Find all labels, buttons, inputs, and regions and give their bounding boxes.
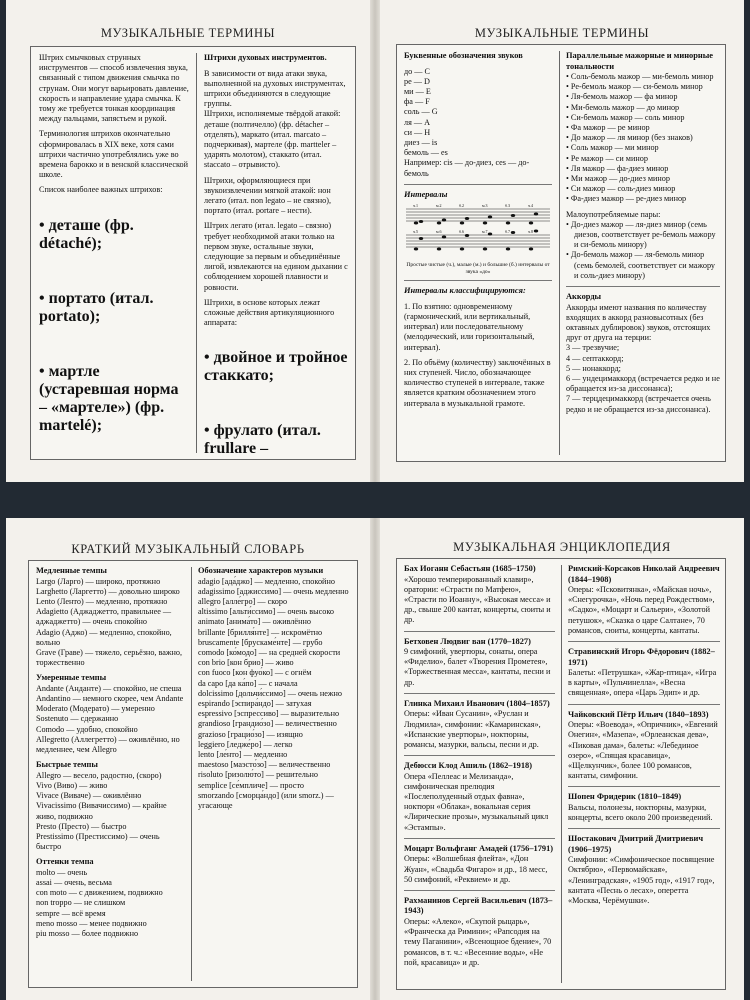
section-separator xyxy=(568,704,720,705)
paragraph: semplice [се́мпличе] — просто xyxy=(198,780,305,790)
paragraph: Терминология штрихов окончательно сформировалась в XIX веке, хотя сами штрихи частично употреблялись уже во времена барокко и в венской классической школе. xyxy=(39,129,189,180)
section-heading: Интервалы xyxy=(404,189,448,199)
paragraph: 4 — септаккорд; xyxy=(566,353,624,363)
paragraph: Allegretto (Аллегретто) — оживлённо, но медленнее, чем Allegro xyxy=(36,734,180,755)
paragraph: 9 симфоний, увертюры, сонаты, опера «Фиделио», балет «Творения Прометея», «Торжественная месса», кантаты, песни и др. xyxy=(404,647,551,687)
paragraph: bruscamente [брускаме́нте] — грубо xyxy=(198,637,323,647)
paragraph: non troppo — не слишком xyxy=(36,898,126,908)
column-left xyxy=(36,561,186,987)
note-head xyxy=(442,219,446,222)
list-item: • Ля-бемоль мажор — фа минор xyxy=(566,92,678,102)
music-staff-illustration xyxy=(404,203,552,259)
column-divider xyxy=(561,565,562,983)
note-head xyxy=(465,217,469,220)
paragraph: leggiero [ледже́рo] — легко xyxy=(198,739,293,749)
bullet-item: • фрулато (итал. frullare – xyxy=(204,422,321,458)
paragraph: Балеты: «Петрушка», «Жар-птица», «Игра в карты», «Пульчинелла», «Весна священная», опера «Царь Эдип» и др. xyxy=(568,668,717,698)
paragraph: Опера «Пеллеас и Мелизанда», симфоническая прелюдия «Послеполуденный отдых фавна», ноктюрн «Облака», вокальная серия «Лирические прозы», музыкальный цикл «Эстампы». xyxy=(404,771,549,832)
section-heading: Глинка Михаил Иванович (1804–1857) xyxy=(404,698,550,708)
note-head xyxy=(488,233,492,236)
paragraph: brillante [брилля́нте] — искромётно xyxy=(198,627,323,637)
paragraph: espirando [эспира́ндо] — затухая xyxy=(198,698,312,708)
column-right xyxy=(568,559,720,989)
bullet-item: • портато (итал. portato); xyxy=(39,289,154,325)
section-separator xyxy=(568,641,720,642)
note-head xyxy=(483,248,487,251)
paragraph: Малоупотребляемые пары: xyxy=(566,209,661,219)
note-head xyxy=(534,230,538,233)
paragraph: «Хорошо темперированный клавир», оратории: «Страсти по Матфею», «Страсти по Иоанну», «Высокая месса» и др., свыше 200 кантат, концерты, сюиты и др. xyxy=(404,574,551,625)
column-left xyxy=(404,559,555,989)
list-item: • Си-бемоль мажор — соль минор xyxy=(566,112,685,122)
section-heading: Умеренные темпы xyxy=(36,673,107,683)
paragraph: ре — D xyxy=(404,76,430,86)
figure-caption: Простые чистые (ч.), малые (м.) и большие (б.) интервалы от звука «до» xyxy=(406,262,550,275)
paragraph: Оперы: «Алеко», «Скупой рыцарь», «Франческа да Римини»; «Рапсодия на тему Паганини», «Всенощное бдение», 70 романсов, в т. ч.: «Весенние воды», «Не пой, красавица» и др. xyxy=(404,916,552,967)
paragraph: 2. По объёму (количеству) заключённых в них ступеней. Число, обозначающее количество ступеней в интервале, также является кратким обозначением этого интервала в музыкальной грамоте. xyxy=(404,357,551,408)
paragraph: фа — F xyxy=(404,97,430,107)
column-left xyxy=(39,47,189,459)
list-item: • Фа мажор — ре минор xyxy=(566,123,650,133)
note-head xyxy=(419,237,423,240)
paragraph: бемоль — es xyxy=(404,148,448,158)
paragraph: Оперы: «Иван Сусанин», «Руслан и Людмила», симфонии: «Камаринская», «Испанские увертюры», ноктюрны, романсы, мазурки, вальсы, песни и др. xyxy=(404,709,541,749)
paragraph: lento [ле́нто] — медленно xyxy=(198,749,288,759)
paragraph: 5 — нонаккорд; xyxy=(566,363,621,373)
paragraph: Оперы: «Псковитянка», «Майская ночь», «Снегурочка», «Ночь перед Рождеством», «Садко», «Моцарт и Сальери», «Золотой петушок», «Сказка о царе Салтане», 70 романсов, сюиты, концерты, кантаты. xyxy=(568,585,715,635)
paragraph: espressivo [эспрессиво] — выразительно xyxy=(198,709,340,719)
paragraph: Lento (Ленто) — медленно, протяжно xyxy=(36,596,168,606)
interval-label: ч.8 xyxy=(528,229,534,235)
section-heading: Чайковский Пётр Ильич (1840–1893) xyxy=(568,709,709,719)
column-divider xyxy=(559,51,560,455)
content-box xyxy=(30,46,356,460)
paragraph: Штрихи, в основе которых лежат сложные действия артикуляционного аппарата: xyxy=(204,297,335,328)
paragraph: Adagietto (Аджаджетто, правильнее — аджаджетто) — очень спокойно xyxy=(36,607,172,627)
section-heading: Параллельные мажорные и минорные тональности xyxy=(566,51,713,71)
paragraph: до — C xyxy=(404,66,431,76)
paragraph: Vivace (Виваче) — оживлённо xyxy=(36,791,142,801)
paragraph: meno mosso — менее подвижно xyxy=(36,918,147,928)
section-heading: Шопен Фридерик (1810–1849) xyxy=(568,792,682,802)
page-title: МУЗЫКАЛЬНАЯ ЭНЦИКЛОПЕДИЯ xyxy=(453,540,671,554)
paragraph: 7 — терцдецимаккорд (встречается очень редко и не обращается из-за диссонанса). xyxy=(566,394,711,414)
paragraph: соль — G xyxy=(404,107,438,117)
paragraph: Andantino — немного скорее, чем Andante xyxy=(36,694,184,704)
section-heading: Интервалы классифицируются: xyxy=(404,286,526,296)
paragraph: Штрихи, исполняемые твёрдой атакой: деташе (полтичелло) (фр. détacher – отделять), маркато (итал. marcato – подчеркивая), мартеле (фр. martteler – ударять молотом), стаккато (итал. staccato – отрывисто). xyxy=(204,109,341,170)
list-item: • До-бемоль мажор — ля-бемоль минор (семь бемолей, соответствует си мажору и соль-диез минору) xyxy=(566,250,716,280)
page-bottom-left xyxy=(6,518,370,1000)
spacer xyxy=(39,269,189,274)
page-bottom-right xyxy=(380,518,744,1000)
paragraph: ми — E xyxy=(404,86,431,96)
paragraph: Largo (Ларго) — широко, протяжно xyxy=(36,576,161,586)
interval-label: б.7 xyxy=(505,229,511,235)
paragraph: animato [анима́то] — оживлённо xyxy=(198,617,311,627)
section-heading: Буквенные обозначения звуков xyxy=(404,51,523,60)
list-item: • До-диез мажор — ля-диез минор (семь диезов, соответствует ре-бемоль мажору и си-бемоль минору) xyxy=(566,219,716,250)
note-head xyxy=(529,222,533,225)
section-separator xyxy=(404,184,552,185)
list-item: • Соль мажор — ми минор xyxy=(566,143,659,153)
note-head xyxy=(483,222,487,225)
interval-label: б.3 xyxy=(505,203,511,209)
spacer xyxy=(204,328,349,333)
note-head xyxy=(488,216,492,219)
paragraph: 6 — ундецимаккорд (встречается редко и не обращается из-за диссонанса); xyxy=(566,373,720,394)
paragraph: da capo [да ка́по] — с начала xyxy=(198,678,298,688)
paragraph: grandioso [грандио́зо] — величественно xyxy=(198,719,337,729)
interval-label: б.2 xyxy=(459,203,465,209)
paragraph: smorzando [сморца́ндо] (или smorz.) — угасающе xyxy=(198,790,334,810)
section-separator xyxy=(404,693,555,694)
page-title: МУЗЫКАЛЬНЫЕ ТЕРМИНЫ xyxy=(474,26,650,40)
paragraph: си — H xyxy=(404,127,431,137)
column-right xyxy=(204,47,349,459)
paragraph: Adagio (Аджо) — медленно, спокойно, вольно xyxy=(36,627,172,647)
paragraph: Оперы: «Воевода», «Опричник», «Евгений Онегин», «Мазепа», «Орлеанская дева», «Пиковая дама», балеты: «Лебединое озеро», «Спящая красавица», «Щелкунчик», более 100 романсов, кантаты, симфонии. xyxy=(568,720,718,781)
paragraph: Штрих смычковых струнных инструментов — способ извлечения звука, связанный с типом движения смычка по струнам. Они могут варьировать давление, скорость и направление удара смычка. К тому же требуется тонкая координация между пальцами, запястьем и рукой. xyxy=(39,53,189,124)
note-head xyxy=(414,248,418,251)
paragraph: dolcissimo [дольчи́ссимо] — очень нежно xyxy=(198,688,342,698)
note-head xyxy=(534,213,538,216)
column-divider xyxy=(191,567,192,981)
paragraph: maestoso [маэсто́зо] — величественно xyxy=(198,760,331,770)
section-heading: Дебюсси Клод Ашиль (1862–1918) xyxy=(404,761,533,771)
paragraph: 1. По взятию: одновременному (гармонический, или вертикальный, интервал) или последовательному (мелодический, или горизонтальный, интервал). xyxy=(404,301,535,352)
spacer xyxy=(204,401,349,406)
paragraph: molto — очень xyxy=(36,867,88,877)
interval-label: ч.1 xyxy=(413,203,419,209)
content-box xyxy=(28,560,358,988)
book-spine xyxy=(370,518,380,1000)
paragraph: con moto — с движением, подвижно xyxy=(36,888,163,898)
paragraph: Presto (Престо) — быстро xyxy=(36,821,127,831)
paragraph: adagio [ада́джо] — медленно, спокойно xyxy=(198,576,335,586)
paragraph: Vivo (Виво) — живо xyxy=(36,780,108,790)
page-top-left xyxy=(6,0,370,482)
paragraph: Например: cis — до-диез, ces — до-бемоль xyxy=(404,158,530,178)
note-head xyxy=(529,248,533,251)
paragraph: Вальсы, полонезы, ноктюрны, мазурки, концерты, всего около 200 произведений. xyxy=(568,802,713,823)
list-item: • Соль-бемоль мажор — ми-бемоль минор xyxy=(566,72,714,81)
paragraph: Grave (Граве) — тяжело, серьёзно, важно, торжественно xyxy=(36,647,183,668)
note-head xyxy=(437,248,441,251)
section-heading: Быстрые темпы xyxy=(36,760,98,770)
section-heading: Римский-Корсаков Николай Андреевич (1844–1908) xyxy=(568,564,720,584)
interval-label: б.6 xyxy=(459,229,465,235)
list-item: • Ре-бемоль мажор — си-бемоль минор xyxy=(566,82,703,92)
list-item: • Ми-бемоль мажор — до минор xyxy=(566,102,680,112)
section-heading: Бетховен Людвиг ван (1770–1827) xyxy=(404,636,531,646)
note-head xyxy=(460,248,464,251)
paragraph: allegro [алле́гро] — скоро xyxy=(198,596,288,606)
note-head xyxy=(414,222,418,225)
paragraph: Allegro — весело, радостно, (скоро) xyxy=(36,770,162,780)
list-item: • Си мажор — соль-диез минор xyxy=(566,184,676,194)
paragraph: Comodo — удобно, спокойно xyxy=(36,724,138,734)
interval-label: ч.4 xyxy=(528,203,534,209)
paragraph: Andante (Анданте) — спокойно, не спеша xyxy=(36,683,182,693)
section-separator xyxy=(568,828,720,829)
paragraph: altissimo [альти́ссимо] — очень высоко xyxy=(198,607,334,617)
spacer xyxy=(39,342,189,347)
interval-label: м.3 xyxy=(482,203,488,209)
note-head xyxy=(442,236,446,239)
staff-row-1 xyxy=(406,209,550,221)
bullet-item: • деташе (фр. détaché); xyxy=(39,216,134,252)
paragraph: grazioso [грацио́зо] — изящно xyxy=(198,729,303,739)
section-heading: Аккорды xyxy=(566,292,602,302)
paragraph: Moderato (Модерато) — умеренно xyxy=(36,704,155,714)
interval-label: м.2 xyxy=(436,203,442,209)
page-title: МУЗЫКАЛЬНЫЕ ТЕРМИНЫ xyxy=(100,26,276,40)
paragraph: В зависимости от вида атаки звука, выполненной на духовых инструментах, штрихи объединяются в следующие группы. xyxy=(204,68,346,109)
paragraph: ля — A xyxy=(404,117,431,127)
note-head xyxy=(511,214,515,217)
paragraph: Prestissimo (Престиссимо) — очень быстро xyxy=(36,831,160,852)
spacer xyxy=(39,196,189,201)
note-head xyxy=(465,234,469,237)
section-heading: Шостакович Дмитрий Дмитриевич (1906–1975) xyxy=(568,834,704,854)
page-title: КРАТКИЙ МУЗЫКАЛЬНЫЙ СЛОВАРЬ xyxy=(71,542,305,556)
interval-label: м.7 xyxy=(482,229,488,235)
note-head xyxy=(419,220,423,223)
paragraph: Vivacissimo (Вивачиссимо) — крайне живо, подвижно xyxy=(36,801,167,821)
paragraph: Список наиболее важных штрихов: xyxy=(39,185,163,195)
paragraph: comodo [ко́модо] — на средней скорости xyxy=(198,647,341,657)
section-heading: Стравинский Игорь Фёдорович (1882–1971) xyxy=(568,647,715,667)
section-separator xyxy=(568,786,720,787)
section-separator xyxy=(404,890,555,891)
note-head xyxy=(511,231,515,234)
paragraph: con brio [кон брио] — живо xyxy=(198,658,294,668)
section-separator xyxy=(404,280,552,281)
list-item: • Фа-диез мажор — ре-диез минор xyxy=(566,194,687,204)
paragraph: Оперы: «Волшебная флейта», «Дон Жуан», «Свадьба Фигаро» и др., 18 месс, 50 симфоний, «Реквием» и др. xyxy=(404,854,548,884)
page-top-right xyxy=(380,0,744,482)
paragraph: assai — очень, весьма xyxy=(36,878,112,888)
paragraph: Аккорды имеют названия по количеству входящих в аккорд разновысотных (без октавных дублировок) звуков, отстоящих друг от друга на терции: xyxy=(566,302,711,343)
paragraph: sempre — всё время xyxy=(36,908,106,918)
section-heading: Моцарт Вольфганг Амадей (1756–1791) xyxy=(404,843,554,853)
column-right xyxy=(566,45,720,461)
section-heading: Медленные темпы xyxy=(36,566,107,575)
section-heading: Штрихи духовых инструментов. xyxy=(204,53,327,62)
paragraph: 3 — трезвучие; xyxy=(566,343,620,353)
paragraph: Larghetto (Ларгетто) — довольно широко xyxy=(36,586,180,596)
section-heading: Бах Иоганн Себастьян (1685–1750) xyxy=(404,564,536,573)
paragraph: piu mosso — более подвижно xyxy=(36,929,139,939)
note-head xyxy=(437,222,441,225)
bullet-item: • мартле (устаревшая норма – «мартеле») (фр. martelé); xyxy=(39,362,179,434)
note-head xyxy=(506,248,510,251)
list-item: • Ля мажор — фа-диез минор xyxy=(566,163,669,173)
section-separator xyxy=(404,631,555,632)
section-heading: Обозначение характеров музыки xyxy=(198,566,324,575)
note-head xyxy=(460,222,464,225)
list-item: • До мажор — ля минор (без знаков) xyxy=(566,133,693,143)
list-item: • Ми мажор — до-диез минор xyxy=(566,174,670,184)
section-separator xyxy=(404,838,555,839)
bullet-item: • двойное и тройное стаккато; xyxy=(204,349,348,385)
paragraph: Sostenuto — сдержанно xyxy=(36,714,119,724)
column-divider xyxy=(196,53,197,453)
paragraph: диез — is xyxy=(404,137,438,147)
paragraph: con fuoco [кон фуо́ко] — с огнём xyxy=(198,668,312,678)
list-item: • Ре мажор — си минор xyxy=(566,153,648,163)
column-right xyxy=(198,561,352,987)
content-box xyxy=(396,44,726,462)
content-box xyxy=(396,558,726,990)
paragraph: Штрихи, оформляющиеся при звукоизвлечении мягкой атакой: нон легато (итал. non legato – не связно), портато (итал. portare – нести). xyxy=(204,175,332,216)
paragraph: risoluto [ризолю́то] — решительно xyxy=(198,770,319,780)
book-spine xyxy=(370,0,380,482)
section-separator xyxy=(404,755,555,756)
interval-label: м.6 xyxy=(436,229,442,235)
note-head xyxy=(506,222,510,225)
section-separator xyxy=(566,286,720,287)
column-left xyxy=(404,45,552,461)
interval-label: ч.5 xyxy=(413,229,419,235)
section-heading: Рахманинов Сергей Васильевич (1873–1943) xyxy=(404,895,553,916)
staff-row-2 xyxy=(406,235,550,247)
paragraph: Штрих легато (итал. legato – связно) требует необходимой атаки только на первом звуке, остальные звуки, следующие за первым и объединённые лигой, извлекаются на едином дыхании с соблюдением хорошей плавности и ровности. xyxy=(204,221,348,292)
paragraph: Симфонии: «Симфоническое посвящение Октябрю», «Первомайская», «Ленинградская», «1905 год», «1917 год», кантата «Песнь о лесах», оперетта «Москва, Черёмушки». xyxy=(568,855,715,906)
paragraph: adagissimo [аджиссимо] — очень медленно xyxy=(198,586,349,596)
spacer xyxy=(39,451,189,456)
section-heading: Оттенки темпа xyxy=(36,857,94,867)
